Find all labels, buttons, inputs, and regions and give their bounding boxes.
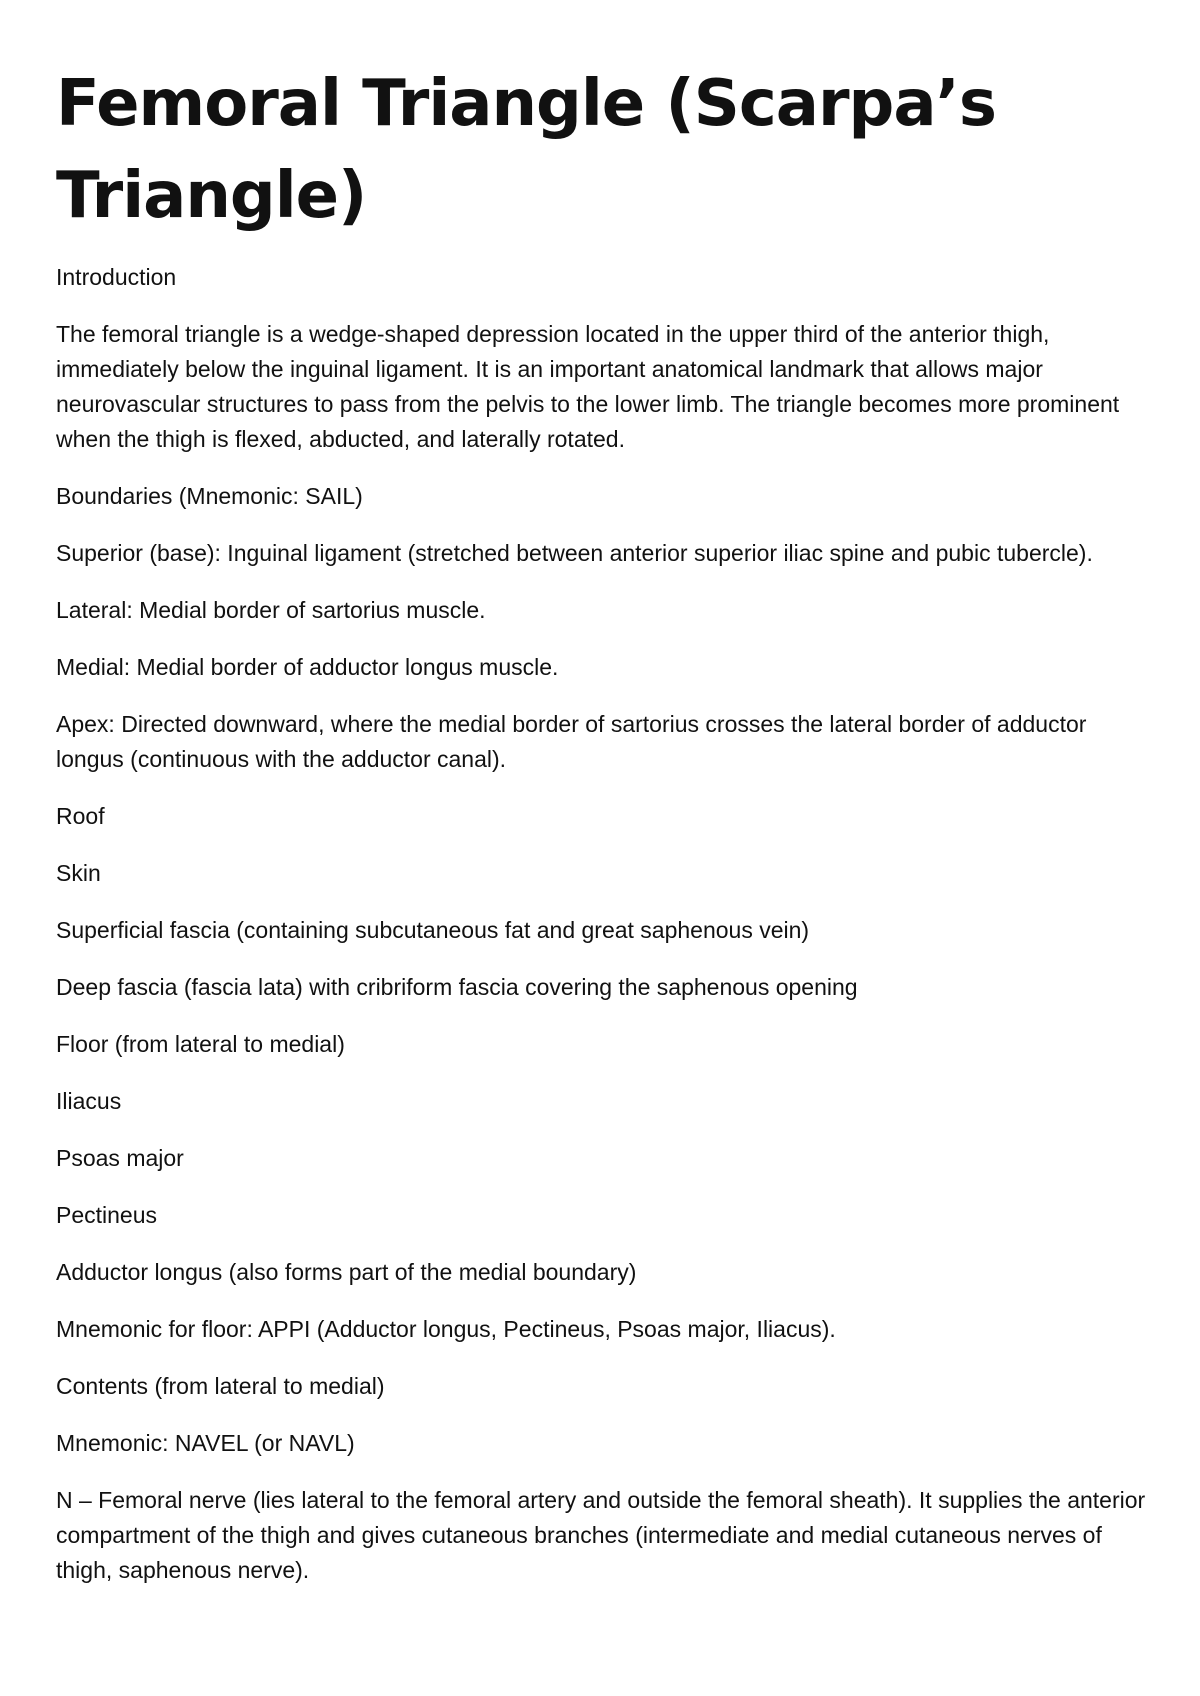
floor-item-adductor-longus: Adductor longus (also forms part of the medial boundary) <box>56 1259 637 1285</box>
page-title: Femoral Triangle (Scarpa’s Triangle) <box>56 67 996 233</box>
section-heading-contents: Contents (from lateral to medial) <box>56 1373 385 1399</box>
section-heading-introduction: Introduction <box>56 264 177 290</box>
section-heading-floor: Floor (from lateral to medial) <box>56 1031 345 1057</box>
intro-paragraph: The femoral triangle is a wedge-shaped depression located in the upper third of the anterior thigh, immediately below the inguinal ligament. It is an important anatomical landmark that allows major neurovascular structures to pass from the pelvis to the lower limb. The triangle becomes more prominent when the thigh is flexed, abducted, and laterally rotated. <box>56 321 1120 452</box>
section-heading-boundaries: Boundaries (Mnemonic: SAIL) <box>56 483 363 509</box>
floor-item-iliacus: Iliacus <box>56 1088 122 1114</box>
contents-femoral-nerve: N – Femoral nerve (lies lateral to the femoral artery and outside the femoral sheath). It supplies the anterior compartment of the thigh and gives cutaneous branches (intermediate and medial cutaneous nerves of thigh, saphenous nerve). <box>56 1487 1146 1583</box>
boundary-lateral: Lateral: Medial border of sartorius muscle. <box>56 597 486 623</box>
boundary-medial: Medial: Medial border of adductor longus muscle. <box>56 654 559 680</box>
document-page <box>56 58 1152 1610</box>
roof-item-superficial-fascia: Superficial fascia (containing subcutaneous fat and great saphenous vein) <box>56 917 810 943</box>
section-heading-roof: Roof <box>56 803 105 829</box>
contents-mnemonic: Mnemonic: NAVEL (or NAVL) <box>56 1430 355 1456</box>
roof-item-deep-fascia: Deep fascia (fascia lata) with cribriform fascia covering the saphenous opening <box>56 974 858 1000</box>
roof-item-skin: Skin <box>56 860 101 886</box>
boundary-superior: Superior (base): Inguinal ligament (stretched between anterior superior iliac spine and pubic tubercle). <box>56 540 1093 566</box>
floor-mnemonic: Mnemonic for floor: APPI (Adductor longus, Pectineus, Psoas major, Iliacus). <box>56 1316 836 1342</box>
floor-item-psoas-major: Psoas major <box>56 1145 184 1171</box>
boundary-apex: Apex: Directed downward, where the medial border of sartorius crosses the lateral border of adductor longus (continuous with the adductor canal). <box>56 711 1087 772</box>
floor-item-pectineus: Pectineus <box>56 1202 158 1228</box>
